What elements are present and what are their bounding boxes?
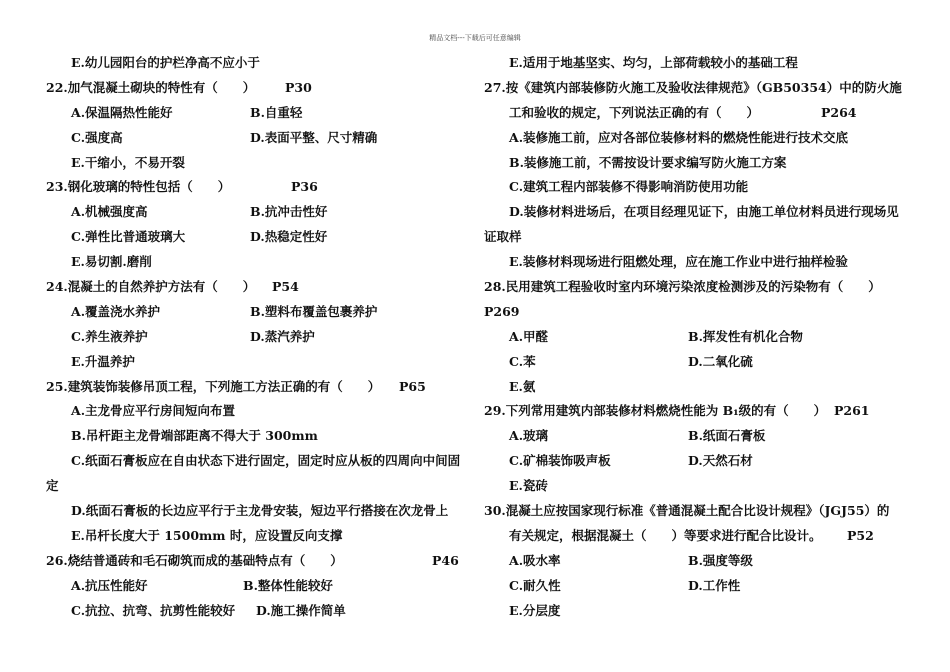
page-header: 精品文档---下载后可任意编辑	[429, 34, 521, 42]
question-28-page	[484, 300, 904, 325]
question-text: 30.混凝土应按国家现行标准《普通混凝土配合比设计规程》（JGJ55）的	[484, 503, 890, 519]
option-row	[46, 599, 471, 624]
option-c: C.耐久性	[509, 577, 561, 593]
option-row	[46, 524, 471, 549]
option-row	[484, 175, 904, 200]
option-b: B.强度等级	[688, 552, 753, 568]
option-a: A.保温隔热性能好	[71, 104, 173, 120]
question-26	[46, 549, 471, 574]
page-ref: P54	[272, 279, 299, 295]
option-row	[484, 325, 904, 350]
page-ref: P30	[285, 79, 312, 95]
option-row	[484, 200, 904, 225]
option-c: C.苯	[509, 353, 536, 369]
page-ref: P65	[399, 378, 426, 394]
option-row	[46, 424, 471, 449]
option-d: D.纸面石膏板的长边应平行于主龙骨安装，短边平行搭接在次龙骨上	[71, 503, 449, 519]
option-d: D.装修材料进场后，在项目经理见证下，由施工单位材料员进行现场见	[509, 204, 899, 220]
option-a: A.覆盖浇水养护	[71, 303, 161, 319]
option-e: E.瓷砖	[509, 478, 548, 494]
option-row	[46, 325, 471, 350]
option-e: E.干缩小，不易开裂	[71, 154, 185, 170]
option-d-continued: 证取样	[484, 229, 522, 245]
question-28	[484, 275, 904, 300]
option-a: A.装修施工前，应对各部位装修材料的燃烧性能进行技术交底	[509, 129, 849, 145]
option-d: D.施工操作简单	[256, 602, 346, 618]
question-text: 24.混凝土的自然养护方法有（ ）	[46, 279, 256, 295]
option-row	[46, 399, 471, 424]
option-b: B.自重轻	[250, 104, 303, 120]
option-row	[484, 151, 904, 176]
question-text: 有关规定，根据混凝土（ ）等要求进行配合比设计。	[509, 527, 822, 543]
option-row-continued	[484, 225, 904, 250]
question-23	[46, 175, 471, 200]
option-row	[46, 300, 471, 325]
option-e: E.装修材料现场进行阻燃处理，应在施工作业中进行抽样检验	[509, 254, 848, 270]
option-a: A.主龙骨应平行房间短向布置	[71, 403, 236, 419]
option-text: E.适用于地基坚实、均匀，上部荷载较小的基础工程	[509, 55, 798, 70]
option-row	[46, 200, 471, 225]
option-row	[484, 350, 904, 375]
question-text: 工和验收的规定，下列说法正确的有（ ）	[509, 104, 760, 120]
option-c: C.抗拉、抗弯、抗剪性能较好	[71, 602, 236, 618]
option-a: A.甲醛	[509, 328, 549, 344]
option-c: C.强度高	[71, 129, 123, 145]
option-row	[484, 599, 904, 624]
page-ref: P52	[847, 527, 874, 543]
option-d: D.热稳定性好	[250, 229, 328, 245]
option-e: E.氨	[509, 378, 536, 394]
option-row	[484, 126, 904, 151]
page-ref: P269	[484, 303, 520, 319]
option-b: B.抗冲击性好	[250, 204, 328, 220]
option-d: D.二氧化硫	[688, 353, 753, 369]
option-b: B.吊杆距主龙骨端部距离不得大于 300mm	[71, 428, 318, 444]
option-row	[484, 549, 904, 574]
option-row	[46, 250, 471, 275]
option-e: E.升温养护	[71, 353, 135, 369]
option-d: D.天然石材	[688, 453, 753, 469]
option-a: A.机械强度高	[71, 204, 148, 220]
option-b: B.挥发性有机化合物	[688, 328, 803, 344]
page-ref: P261	[834, 403, 870, 419]
page-ref: P36	[291, 179, 318, 195]
option-row	[484, 474, 904, 499]
option-row	[484, 250, 904, 275]
option-b: B.装修施工前，不需按设计要求编写防火施工方案	[509, 154, 787, 170]
question-22	[46, 76, 471, 101]
option-c: C.纸面石膏板应在自由状态下进行固定，固定时应从板的四周向中间固	[71, 453, 461, 469]
option-row	[46, 449, 471, 474]
question-text: 29.下列常用建筑内部装修材料燃烧性能为 B₁级的有（ ）	[484, 403, 827, 419]
option-row	[46, 101, 471, 126]
option-c: C.建筑工程内部装修不得影响消防使用功能	[509, 179, 749, 195]
option-a: A.玻璃	[509, 428, 549, 444]
option-e: E.分层度	[509, 602, 561, 618]
option-row	[46, 499, 471, 524]
option-b: B.纸面石膏板	[688, 428, 766, 444]
option-row	[484, 449, 904, 474]
option-c: C.弹性比普通玻璃大	[71, 229, 186, 245]
option-row	[484, 574, 904, 599]
question-text: 25.建筑装饰装修吊顶工程，下列施工方法正确的有（ ）	[46, 378, 381, 394]
right-column	[484, 51, 904, 623]
option-e: E.吊杆长度大于 1500mm 时，应设置反向支撑	[71, 527, 343, 543]
option-c: C.养生液养护	[71, 328, 148, 344]
option-b: B.整体性能较好	[243, 577, 333, 593]
option-row	[46, 350, 471, 375]
option-row	[484, 375, 904, 400]
question-text: 26.烧结普通砖和毛石砌筑而成的基础特点有（ ）	[46, 552, 343, 568]
left-column	[46, 51, 471, 623]
question-25	[46, 375, 471, 400]
question-27	[484, 76, 904, 101]
question-text: 28.民用建筑工程验收时室内环境污染浓度检测涉及的污染物有（ ）	[484, 279, 881, 295]
option-d: D.表面平整、尺寸精确	[250, 129, 378, 145]
option-row-continued	[46, 474, 471, 499]
page-ref: P46	[432, 552, 459, 568]
option-c-continued: 定	[46, 478, 59, 494]
option-row	[484, 424, 904, 449]
question-text: 22.加气混凝土砌块的特性有（ ）	[46, 79, 256, 95]
question-text-continued	[484, 101, 904, 126]
option-row	[46, 126, 471, 151]
question-29	[484, 399, 904, 424]
option-line	[484, 51, 904, 76]
question-text-continued	[484, 524, 904, 549]
option-line	[46, 51, 471, 76]
option-row	[46, 151, 471, 176]
option-a: A.抗压性能好	[71, 577, 148, 593]
option-text: E.幼儿园阳台的护栏净高不应小于	[71, 55, 260, 70]
page-ref: P264	[821, 104, 857, 120]
question-30	[484, 499, 904, 524]
option-d: D.蒸汽养护	[250, 328, 315, 344]
question-text: 27.按《建筑内部装修防火施工及验收法律规范》（GB50354）中的防火施	[484, 79, 902, 95]
question-text: 23.钢化玻璃的特性包括（ ）	[46, 179, 231, 195]
option-c: C.矿棉装饰吸声板	[509, 453, 611, 469]
option-row	[46, 574, 471, 599]
question-24	[46, 275, 471, 300]
option-a: A.吸水率	[509, 552, 561, 568]
option-b: B.塑料布覆盖包裹养护	[250, 303, 378, 319]
option-e: E.易切割.磨削	[71, 254, 152, 270]
option-row	[46, 225, 471, 250]
option-d: D.工作性	[688, 577, 741, 593]
